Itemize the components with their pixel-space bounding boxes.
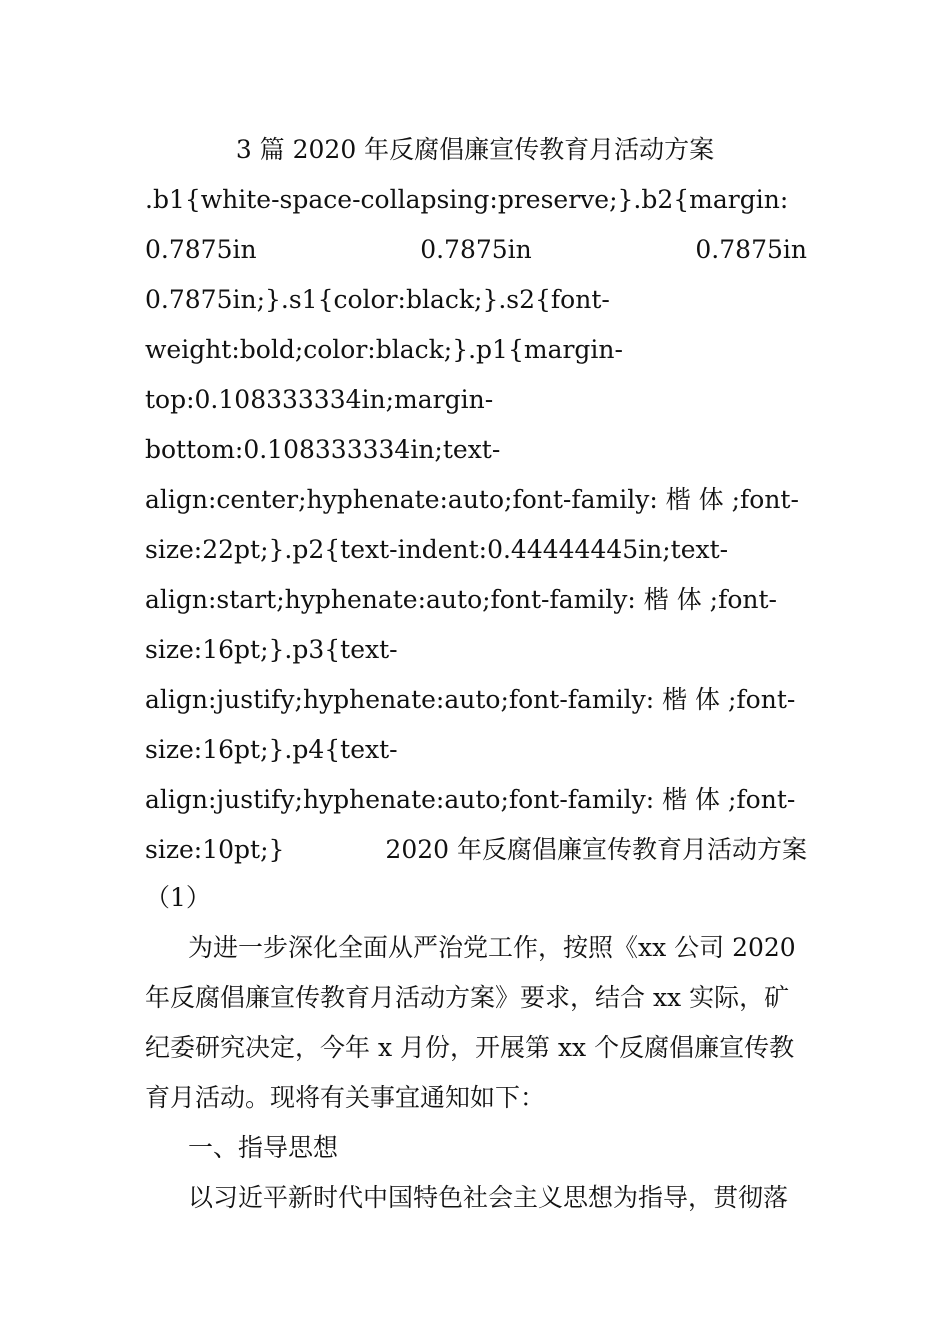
css-text-fragment: size:10pt;} [145, 835, 285, 864]
css-text-line: align:center;hyphenate:auto;font-family: 楷 体 ;font- [145, 485, 799, 514]
css-text-line: weight:bold;color:black;}.p1{margin- [145, 335, 623, 364]
css-margin-value: 0.7875in [420, 235, 532, 264]
section-title: 2020 年反腐倡廉宣传教育月活动方案 [385, 835, 807, 864]
css-margin-value: 0.7875in [145, 235, 257, 264]
paragraph-line: 为进一步深化全面从严治党工作，按照《xx 公司 2020 [188, 933, 796, 962]
css-text-line [145, 230, 807, 270]
css-text-line: align:justify;hyphenate:auto;font-family: 楷 体 ;font- [145, 685, 796, 714]
css-text-line: size:16pt;}.p4{text- [145, 735, 398, 764]
paragraph-line: 以习近平新时代中国特色社会主义思想为指导，贯彻落 [188, 1183, 789, 1212]
css-text-line: bottom:0.108333334in;text- [145, 435, 501, 464]
section-heading: 一、指导思想 [188, 1133, 339, 1162]
document-title: 3 篇 2020 年反腐倡廉宣传教育月活动方案 [235, 135, 715, 164]
css-text-line: .b1{white-space-collapsing:preserve;}.b2{margin: [145, 185, 789, 214]
css-text-line: align:justify;hyphenate:auto;font-family: 楷 体 ;font- [145, 785, 796, 814]
css-margin-value: 0.7875in [695, 235, 807, 264]
css-text-line: size:22pt;}.p2{text-indent:0.44444445in;text- [145, 535, 729, 564]
css-text-line: 0.7875in;}.s1{color:black;}.s2{font- [145, 285, 610, 314]
section-number: （1） [145, 883, 211, 912]
css-text-line: top:0.108333334in;margin- [145, 385, 494, 414]
css-text-line: size:16pt;}.p3{text- [145, 635, 398, 664]
css-text-line: align:start;hyphenate:auto;font-family: 楷 体 ;font- [145, 585, 778, 614]
css-text-line [145, 830, 807, 870]
paragraph-line: 纪委研究决定，今年 x 月份，开展第 xx 个反腐倡廉宣传教 [145, 1033, 795, 1062]
paragraph-line: 育月活动。现将有关事宜通知如下： [145, 1083, 546, 1112]
paragraph-line: 年反腐倡廉宣传教育月活动方案》要求，结合 xx 实际，矿 [145, 983, 790, 1012]
